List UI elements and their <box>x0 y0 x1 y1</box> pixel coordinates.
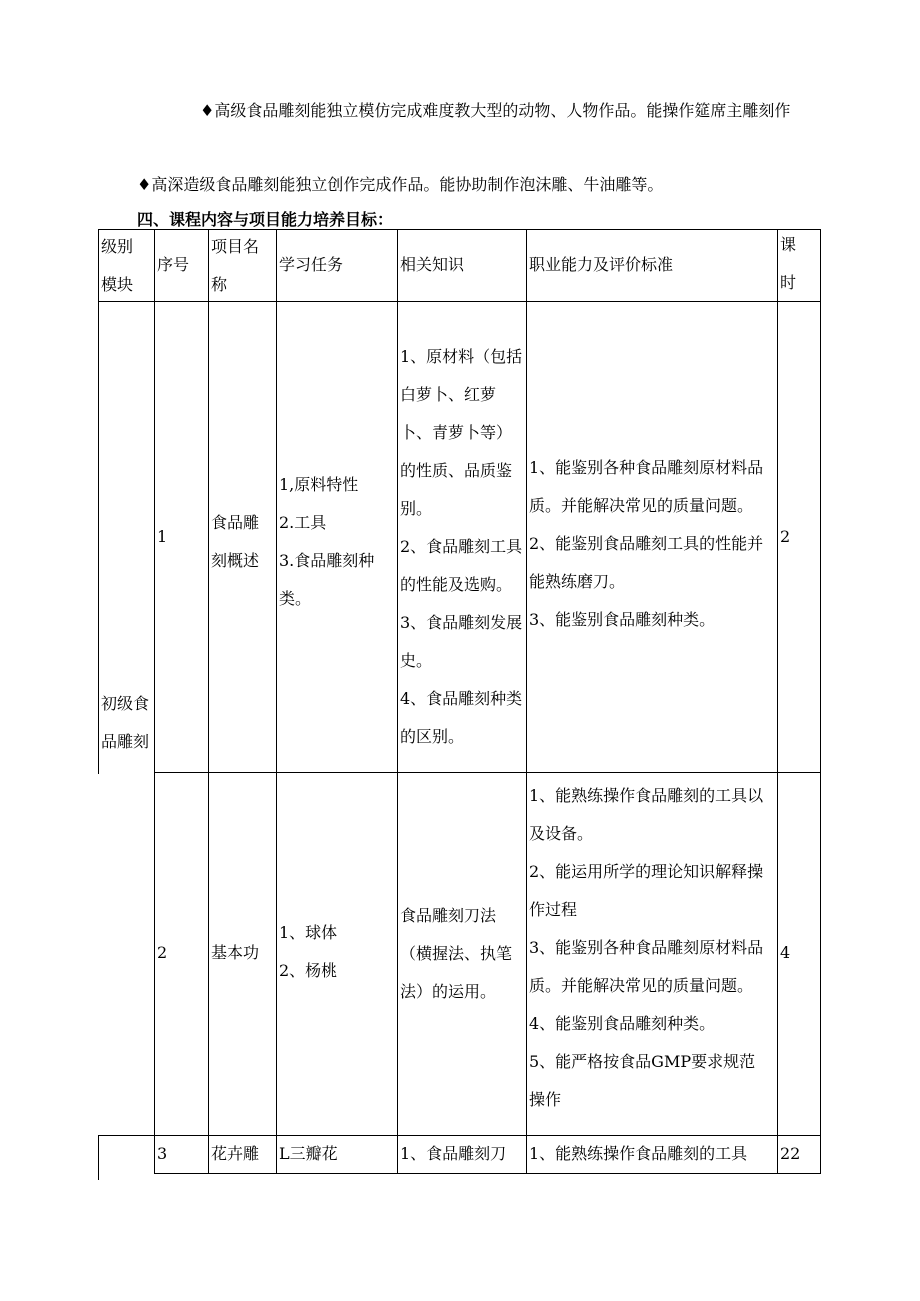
row3-knowledge: 1、食品雕刻刀 <box>400 1144 507 1163</box>
row3-hours: 22 <box>780 1144 801 1163</box>
row1-knowledge: 1、原材料（包括 白萝卜、红萝 卜、青萝卜等） 的性质、品质鉴 别。 2、食品雕刻工具 的性能及选购。 3、食品雕刻发展 史。 4、食品雕刻种类 的区别。 <box>400 347 523 746</box>
header-knowledge: 相关知识 <box>400 255 465 274</box>
header-project: 项目名 称 <box>211 237 260 294</box>
row3-task: L三瓣花 <box>279 1144 338 1163</box>
row1-hours: 2 <box>780 527 791 546</box>
row1-project: 食品雕 刻概述 <box>211 513 260 570</box>
header-task: 学习任务 <box>279 255 344 274</box>
row1-seq: 1 <box>157 527 168 546</box>
row3-project: 花卉雕 <box>211 1144 260 1163</box>
header-hours: 课 时 <box>780 235 797 292</box>
row2-hours: 4 <box>780 943 791 962</box>
row2-task: 1、球体 2、杨桃 <box>279 923 338 980</box>
section-heading: 四、课程内容与项目能力培养目标： <box>137 210 394 229</box>
row1-task: 1,原料特性 2.工具 3.食品雕刻种 类。 <box>279 475 375 608</box>
intro-line-1: ♦高级食品雕刻能独立模仿完成难度教大型的动物、人物作品。能操作筵席主雕刻作 <box>200 101 791 120</box>
row2-ability: 1、能熟练操作食品雕刻的工具以 及设备。 2、能运用所学的理论知识解释操 作过程 3、能鉴别各种食品雕刻原材料品 质。并能解决常见的质量问题。 4、能鉴别食品雕刻种类。 5、能严格按食品GMP要求规范 操作 <box>529 786 764 1109</box>
row1-ability: 1、能鉴别各种食品雕刻原材料品 质。并能解决常见的质量问题。 2、能鉴别食品雕刻工具的性能并 能熟练磨刀。 3、能鉴别食品雕刻种类。 <box>529 458 764 629</box>
row2-project: 基本功 <box>211 943 260 962</box>
header-seq: 序号 <box>157 255 190 274</box>
row3-seq: 3 <box>157 1144 168 1163</box>
row2-seq: 2 <box>157 943 168 962</box>
level-label: 初级食 品雕刻 <box>101 694 150 751</box>
header-level: 级别 模块 <box>101 237 134 294</box>
intro-line-2: ♦高深造级食品雕刻能独立创作完成作品。能协助制作泡沫雕、牛油雕等。 <box>137 175 664 194</box>
header-ability: 职业能力及评价标准 <box>529 255 674 274</box>
row3-ability: 1、能熟练操作食品雕刻的工具 <box>529 1144 748 1163</box>
row2-knowledge: 食品雕刻刀法 （横握法、执笔 法）的运用。 <box>400 906 513 1001</box>
